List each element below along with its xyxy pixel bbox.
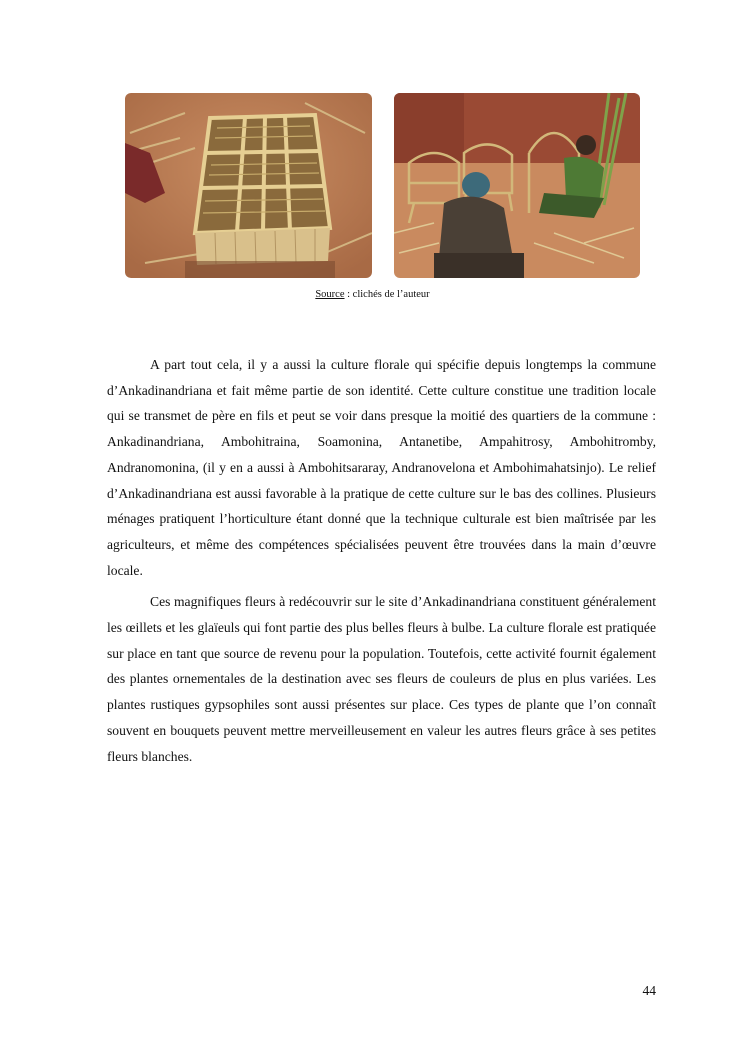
- photo-woven-panel: [125, 93, 372, 278]
- paragraph-floral-culture: A part tout cela, il y a aussi la culture florale qui spécifie depuis longtemps la commune d’Ankadinandriana et fait même partie de son identité. Cette culture constitue une tradition locale qui se transmet de père en fils et peut se voir dans presque la moitié des quartiers de la commune : Ankadinandriana, Ambohitraina, Soamonina, Antanetibe, Ampahitrosy, Ambohitromby, Andranomonina, (il y en a aussi à Ambohitsararay, Andranovelona et Ambohimahatsinjo). Le relief d’Ankadinandriana est aussi favorable à la pratique de cette culture sur le bas des collines. Plusieurs ménages pratiquent l’horticulture étant donné que la technique culturale est bien maîtrisée par les agriculteurs, et même des compétences spécialisées peuvent être trouvées dans la main d’œuvre locale.: [107, 357, 656, 578]
- artisans-weaving-illustration: [394, 93, 640, 278]
- page-number: 44: [642, 983, 656, 998]
- caption-credit: : clichés de l’auteur: [344, 289, 430, 300]
- photo-artisans-weaving: [394, 93, 640, 278]
- woven-panel-illustration: [125, 93, 372, 278]
- paragraph-flowers: Ces magnifiques fleurs à redécouvrir sur le site d’Ankadinandriana constituent généralement les œillets et les glaïeuls qui font partie des plus belles fleurs à bulbe. La culture florale est pratiquée sur place en tant que source de revenu pour la population. Toutefois, cette activité fournit également des plantes ornementales de la destination avec ses fleurs de couleurs de plus en plus variées. Les plantes rustiques gypsophiles sont aussi présentes sur place. Ces types de plante que l’on connaît souvent en bouquets peuvent mettre merveilleusement en valeur les autres fleurs grâce à ses petites fleurs blanches.: [107, 594, 656, 764]
- body-text: [107, 352, 656, 775]
- caption-source-label: Source: [315, 289, 345, 300]
- figure-caption: [0, 289, 745, 300]
